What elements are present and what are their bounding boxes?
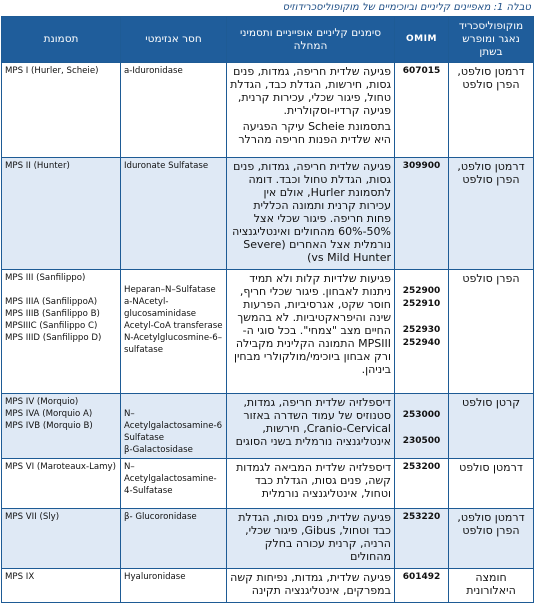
cell-syndrome xyxy=(2,63,121,158)
syndrome-name: MPS VII (Sly) xyxy=(5,512,60,522)
syndrome-name: MPS II (Hunter) xyxy=(5,161,70,171)
cell-symptoms xyxy=(227,569,395,603)
table-row xyxy=(2,459,534,509)
omim-number: 309900 xyxy=(402,161,441,171)
cell-enzyme-deficiency xyxy=(121,270,227,394)
omim-number: 253000 xyxy=(402,410,441,420)
syndrome-name: MPS IX xyxy=(5,572,35,582)
table-header-row xyxy=(2,17,534,63)
cell-symptoms xyxy=(227,158,395,270)
symptoms-paragraph: דיספלזיה שלדית חריפה, גמדות, סטנוזיס של עמוד השדרה באזור Cranio-Cervical, חירשות, אינטליגנציה נורמלית בשני הסוגים xyxy=(235,396,391,448)
enzyme-name: β- Glucoronidase xyxy=(124,512,197,522)
omim-number xyxy=(398,272,445,285)
cell-enzyme-deficiency xyxy=(121,158,227,270)
syndrome-name: MPS III (Sanfilippo) xyxy=(5,273,86,283)
omim-number: 252910 xyxy=(402,299,441,309)
cell-enzyme-deficiency xyxy=(121,394,227,459)
enzyme-name: a-NAcetyl-glucosaminidase xyxy=(124,297,197,319)
enzyme-name: a-Iduronidase xyxy=(124,66,183,76)
symptoms-paragraph: פגיעה שלדית חריפה, גמדות, פנים גסות, חירשות, הגדלת כבד, הגדלת טחול, פיגור שכלי, עכירות קרנית, פגיעה קרדיו-וסקולרית. xyxy=(230,65,391,117)
syndrome-name: MPSIIIC (Sanfilippo C) xyxy=(5,321,98,331)
cell-syndrome xyxy=(2,158,121,270)
symptoms-paragraph: בתסמונת Scheie עיקר הפגיעה היא שלדית הפנות חריפה מהרלר xyxy=(238,120,391,146)
enzyme-name: N–Acetylgalactosamine-6 Sulfatase xyxy=(124,409,223,443)
omim-number: 607015 xyxy=(402,66,441,76)
table-row xyxy=(2,158,534,270)
cell-enzyme-deficiency xyxy=(121,509,227,569)
table-row xyxy=(2,270,534,394)
cell-stored-mucopolysaccharide: חומצה היאלורונית xyxy=(449,569,534,603)
omim-number: 253220 xyxy=(402,512,441,522)
omim-number xyxy=(398,396,445,409)
cell-syndrome xyxy=(2,270,121,394)
syndrome-name: MPS IVB (Morquio B) xyxy=(5,421,93,431)
cell-stored-mucopolysaccharide: דרמטן סולפט, הפרן סולפט xyxy=(449,158,534,270)
symptoms-paragraph: פגיעה שלדית, פנים גסות, הגדלת כבד וטחול, Gibus, פיגור שכלי, הרניה, קרנית עכורה בחלק מהחולים xyxy=(238,511,391,563)
enzyme-name xyxy=(124,396,223,408)
header-symptoms: סימנים קליניים אופייניים ותסמיני המחלה xyxy=(227,17,395,63)
omim-number: 252900 xyxy=(402,286,441,296)
omim-number xyxy=(398,311,445,324)
cell-syndrome xyxy=(2,509,121,569)
enzyme-name: Hyaluronidase xyxy=(124,572,186,582)
omim-number: 230500 xyxy=(402,436,441,446)
symptoms-paragraph: פגיעה שלדית, גמדות, נפיחות קשה במפרקים, אינטליגנציה תקינה xyxy=(230,571,391,597)
cell-omim xyxy=(395,459,449,509)
syndrome-name: MPS IIIA (SanfilippoA) xyxy=(5,297,98,307)
cell-enzyme-deficiency xyxy=(121,459,227,509)
cell-symptoms xyxy=(227,509,395,569)
cell-enzyme-deficiency xyxy=(121,63,227,158)
omim-number: 253200 xyxy=(402,462,441,472)
syndrome-name: MPS IIID (Sanfilippo D) xyxy=(5,333,102,343)
omim-number: 601492 xyxy=(402,572,441,582)
cell-enzyme-deficiency xyxy=(121,569,227,603)
header-syndrome: תסמונת xyxy=(2,17,121,63)
enzyme-name: Heparan–N–Sulfatase xyxy=(124,285,216,295)
enzyme-name: β-Galactosidase xyxy=(124,445,193,455)
symptoms-paragraph: פגיעות שלדיות קלות ולא תמיד ניתנות לאבחון. פיגור שכלי חריף, חוסר שקט, אגרסיביות, הפרעות שינה והיפראקטיביות. לא בהמשך החיים מצב "צמחי". בכל סוגי ה-MPSIII התמונה הקלינית מקבילה ורק אבחון ביוכימי/מולקולרי מבחין ביניהן. xyxy=(233,272,391,376)
cell-stored-mucopolysaccharide: קרטן סולפט xyxy=(449,394,534,459)
header-stored-mucopolysaccharide: מוקופוליסכריד נאגר ומופרש בשתן xyxy=(449,17,534,63)
cell-omim xyxy=(395,509,449,569)
enzyme-name: N-Acetylglucosmine-6–sulfatase xyxy=(124,333,223,355)
cell-symptoms xyxy=(227,394,395,459)
table-caption: טבלה 1: מאפיינים קליניים וביוכימיים של מוקופוליסכרידוזיס xyxy=(282,2,531,13)
cell-syndrome xyxy=(2,569,121,603)
syndrome-name: MPS VI (Maroteaux-Lamy) xyxy=(5,462,116,472)
cell-omim xyxy=(395,394,449,459)
syndrome-name: MPS IV (Morquio) xyxy=(5,397,79,407)
enzyme-name: Acetyl-CoA transferase xyxy=(124,321,223,331)
cell-omim xyxy=(395,63,449,158)
cell-stored-mucopolysaccharide: דרמטן סולפט, הפרן סולפט xyxy=(449,509,534,569)
header-enzyme-deficiency: חסר אנזימטי xyxy=(121,17,227,63)
table-row xyxy=(2,394,534,459)
cell-omim xyxy=(395,270,449,394)
enzyme-name: N–Acetylgalactosamine-4-Sulfatase xyxy=(124,462,217,496)
omim-number: 252930 xyxy=(402,325,441,335)
table-row xyxy=(2,509,534,569)
cell-stored-mucopolysaccharide: דרמטן סולפט xyxy=(449,459,534,509)
omim-number: 252940 xyxy=(402,338,441,348)
cell-omim xyxy=(395,569,449,603)
cell-symptoms xyxy=(227,63,395,158)
cell-omim xyxy=(395,158,449,270)
table-row xyxy=(2,63,534,158)
cell-syndrome xyxy=(2,394,121,459)
cell-stored-mucopolysaccharide: הפרן סולפט xyxy=(449,270,534,394)
symptoms-paragraph: דיספלזיה שלדית המביאה לגמדות קשה, פנים גסות, הגדלת כבד וטחול, אינטליגנציה נורמלית xyxy=(236,461,391,500)
cell-syndrome xyxy=(2,459,121,509)
syndrome-name xyxy=(5,284,117,296)
cell-symptoms xyxy=(227,459,395,509)
cell-symptoms xyxy=(227,270,395,394)
syndrome-name: MPS IIIB (Sanfilippo B) xyxy=(5,309,100,319)
cell-stored-mucopolysaccharide: דרמטן סולפט, הפרן סולפט xyxy=(449,63,534,158)
table-row xyxy=(2,569,534,603)
syndrome-name: MPS I (Hurler, Scheie) xyxy=(5,66,99,76)
symptoms-paragraph: פגיעה שלדית חריפה, גמדות, פנים גסות, הגדלת טחול וכבד. דומה לתסמונת Hurler, אולם אין עכירות קרנית ותמונה הכללית פחות חריפה. פיגור שכלי אצל 50%-60% מהחולים ואינטליגנציה נורמלית אצל האחרים (Severe vs Mild Hunter) xyxy=(232,160,391,264)
mps-table xyxy=(1,16,534,603)
omim-number xyxy=(398,422,445,435)
header-omim: OMIM xyxy=(395,17,449,63)
enzyme-name xyxy=(124,272,223,284)
syndrome-name: MPS IVA (Morquio A) xyxy=(5,409,93,419)
enzyme-name: Iduronate Sulfatase xyxy=(124,161,209,171)
